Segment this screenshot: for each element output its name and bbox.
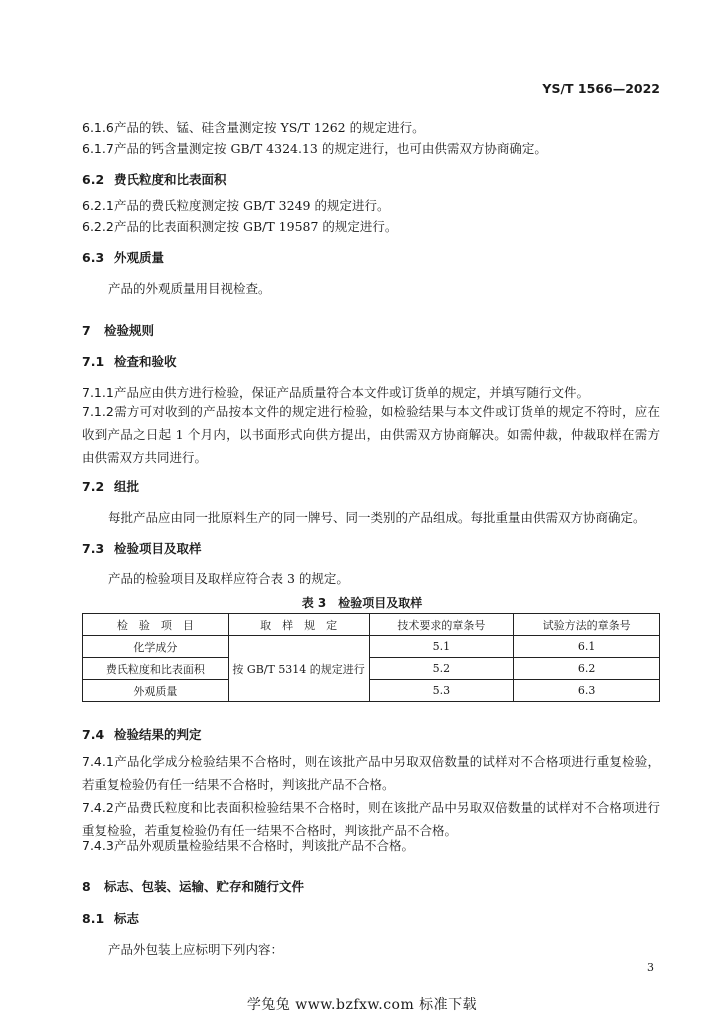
- paragraph-6-3: 产品的外观质量用目视检查。: [108, 281, 271, 296]
- clause-text: 产品外观质量检验结果不合格时，判该批产品不合格。: [114, 838, 415, 853]
- table-header-cell: 检 验 项 目: [83, 614, 229, 636]
- table-cell-item: 外观质量: [83, 680, 229, 702]
- clause-text: 产品应由供方进行检验，保证产品质量符合本文件或订货单的规定，并填写随行文件。: [114, 385, 590, 400]
- clause-text: 需方可对收到的产品按本文件的规定进行检验，如检验结果与本文件或订货单的规定不符时，应在收到产品之日起 1 个月内，以书面形式向供方提出，由供需双方协商解决。如需仲裁，仲裁取样在需方由供需双方共同进行。: [82, 404, 660, 465]
- clause-number: 6.2.2: [82, 219, 114, 234]
- section-number: 8.1: [82, 911, 105, 926]
- section-title: 检验结果的判定: [114, 727, 202, 742]
- clause-text: 产品的铁、锰、硅含量测定按 YS/T 1262 的规定进行。: [114, 120, 425, 135]
- section-6-3-heading: [82, 248, 164, 266]
- clause-number: 6.1.6: [82, 120, 114, 135]
- table-cell-req: 5.2: [369, 658, 514, 680]
- clause-text: 产品的比表面积测定按 GB/T 19587 的规定进行。: [114, 219, 398, 234]
- section-6-2-heading: [82, 170, 227, 188]
- section-title: 费氏粒度和比表面积: [114, 172, 227, 187]
- clause-6-1-6: [82, 118, 425, 136]
- table-header-cell: 取 样 规 定: [228, 614, 369, 636]
- table-cell-method: 6.3: [514, 680, 660, 702]
- clause-6-1-7: [82, 139, 547, 157]
- section-title: 检验规则: [104, 323, 155, 338]
- clause-text: 产品的费氏粒度测定按 GB/T 3249 的规定进行。: [114, 198, 390, 213]
- section-number: 7.2: [82, 479, 105, 494]
- section-number: 7: [82, 323, 91, 338]
- table-cell-req: 5.1: [369, 636, 514, 658]
- section-number: 7.4: [82, 727, 105, 742]
- table-row: [83, 636, 660, 658]
- clause-7-4-1: [82, 750, 660, 796]
- clause-number: 7.1.1: [82, 385, 114, 400]
- clause-number: 6.2.1: [82, 198, 114, 213]
- paragraph-8-1: 产品外包装上应标明下列内容：: [108, 942, 284, 957]
- paragraph-7-2: 每批产品应由同一批原料生产的同一牌号、同一类别的产品组成。每批重量由供需双方协商确定。: [108, 510, 646, 525]
- clause-7-1-1: [82, 383, 589, 401]
- table-cell-item: 化学成分: [83, 636, 229, 658]
- table-row: [83, 680, 660, 702]
- section-title: 外观质量: [114, 250, 165, 265]
- section-7-2-heading: [82, 477, 139, 495]
- section-7-3-heading: [82, 539, 202, 557]
- section-7-4-heading: [82, 725, 202, 743]
- section-7-1-heading: [82, 352, 177, 370]
- clause-7-1-2: [82, 400, 660, 469]
- clause-number: 7.4.2: [82, 800, 114, 815]
- clause-number: 6.1.7: [82, 141, 114, 156]
- clause-6-2-1: [82, 196, 389, 214]
- table-3-caption: 表 3 检验项目及取样: [301, 596, 423, 610]
- section-number: 8: [82, 879, 91, 894]
- section-title: 标志: [114, 911, 140, 926]
- footer-watermark: 学兔兔 www.bzfxw.com 标准下载: [246, 997, 478, 1013]
- clause-text: 产品费氏粒度和比表面积检验结果不合格时，则在该批产品中另取双倍数量的试样对不合格项进行重复检验，若重复检验仍有任一结果不合格时，判该批产品不合格。: [82, 800, 660, 838]
- table-3: [82, 613, 660, 702]
- table-cell-item: 费氏粒度和比表面积: [83, 658, 229, 680]
- chapter-7-heading: [82, 321, 154, 339]
- clause-text: 产品化学成分检验结果不合格时，则在该批产品中另取双倍数量的试样对不合格项进行重复检验，若重复检验仍有任一结果不合格时，判该批产品不合格。: [82, 754, 660, 792]
- table-cell-method: 6.2: [514, 658, 660, 680]
- section-number: 7.3: [82, 541, 105, 556]
- section-title: 标志、包装、运输、贮存和随行文件: [104, 879, 305, 894]
- table-header-cell: 技术要求的章条号: [369, 614, 514, 636]
- table-header-cell: 试验方法的章条号: [514, 614, 660, 636]
- section-title: 检查和验收: [114, 354, 177, 369]
- section-number: 6.2: [82, 172, 105, 187]
- chapter-8-heading: [82, 877, 304, 895]
- table-cell-sampling-rule: 按 GB/T 5314 的规定进行: [228, 636, 369, 702]
- table-header-row: [83, 614, 660, 636]
- clause-number: 7.4.3: [82, 838, 114, 853]
- clause-text: 产品的钙含量测定按 GB/T 4324.13 的规定进行，也可由供需双方协商确定。: [114, 141, 547, 156]
- clause-6-2-2: [82, 217, 397, 235]
- table-row: [83, 658, 660, 680]
- section-number: 6.3: [82, 250, 105, 265]
- clause-number: 7.4.1: [82, 754, 114, 769]
- paragraph-7-3: 产品的检验项目及取样应符合表 3 的规定。: [108, 571, 349, 586]
- section-title: 检验项目及取样: [114, 541, 202, 556]
- section-title: 组批: [114, 479, 140, 494]
- table-cell-method: 6.1: [514, 636, 660, 658]
- clause-7-4-3: [82, 836, 414, 854]
- section-8-1-heading: [82, 909, 139, 927]
- table-cell-req: 5.3: [369, 680, 514, 702]
- clause-number: 7.1.2: [82, 404, 114, 419]
- page-number: 3: [647, 961, 654, 974]
- section-number: 7.1: [82, 354, 105, 369]
- standard-code-header: YS/T 1566—2022: [542, 81, 660, 96]
